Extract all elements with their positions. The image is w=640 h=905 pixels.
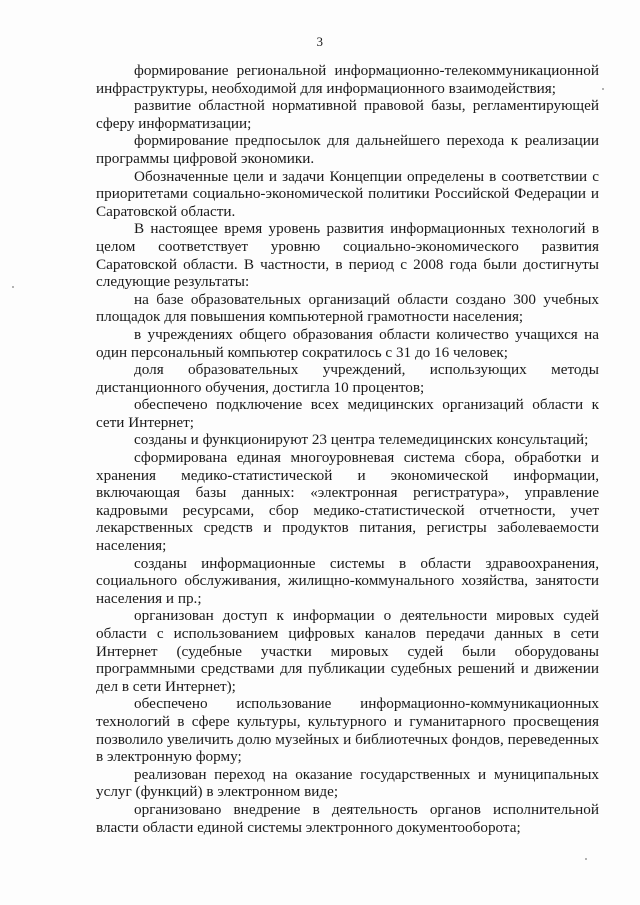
paragraph: на базе образовательных организаций области создано 300 учебных площадок для повышения компьютерной грамотности населения;: [96, 290, 599, 326]
page-number: 3: [316, 34, 324, 49]
paragraph: реализован переход на оказание государственных и муниципальных услуг (функций) в электронном виде;: [96, 765, 599, 801]
paragraph: сформирована единая многоуровневая система сбора, обработки и хранения медико-статистической и экономической информации, включающая базы данных: «электронная регистратура», управление кадровыми ресурсами, сбор медико-статистической отчетности, учет лекарственных средств и продуктов питания, регистры заболеваемости населения;: [96, 449, 599, 555]
paragraph: Обозначенные цели и задачи Концепции определены в соответствии с приоритетами социально-экономической политики Российской Федерации и Саратовской области.: [96, 167, 599, 220]
paragraph: формирование региональной информационно-телекоммуникационной инфраструктуры, необходимой для информационного взаимодействия;: [96, 62, 599, 97]
paragraph: созданы информационные системы в области здравоохранения, социального обслуживания, жилищно-коммунального хозяйства, занятости населения и пр.;: [96, 554, 599, 607]
paragraph: в учреждениях общего образования области количество учащихся на один персональный компьютер сократилось с 31 до 16 человек;: [96, 325, 599, 361]
paragraph: обеспечено подключение всех медицинских организаций области к сети Интернет;: [96, 396, 599, 431]
paragraph: обеспечено использование информационно-коммуникационных технологий в сфере культуры, культурного и гуманитарного просвещения позволило увеличить долю музейных и библиотечных фондов, переведенных в электронную форму;: [96, 695, 599, 766]
paragraph: организовано внедрение в деятельность органов исполнительной власти области единой системы электронного документооборота;: [96, 800, 599, 836]
scan-speck: [585, 858, 587, 860]
paragraph: В настоящее время уровень развития информационных технологий в целом соответствует уровню социально-экономического развития Саратовской области. В частности, в период с 2008 года были достигнуты следующие результаты:: [96, 220, 599, 291]
scan-speck: [602, 88, 604, 90]
paragraph: формирование предпосылок для дальнейшего перехода к реализации программы цифровой экономики.: [96, 132, 599, 167]
document-body: [96, 62, 599, 836]
paragraph: развитие областной нормативной правовой базы, регламентирующей сферу информатизации;: [96, 97, 599, 132]
paragraph: организован доступ к информации о деятельности мировых судей области с использованием цифровых каналов передачи данных в сети Интернет (судебные участки мировых судей были оборудованы программными средствами для публикации судебных решений и движении дел в сети Интернет);: [96, 607, 599, 695]
paragraph: созданы и функционируют 23 центра телемедицинских консультаций;: [134, 431, 589, 449]
scan-speck: [12, 286, 14, 288]
paragraph: доля образовательных учреждений, использующих методы дистанционного обучения, достигла 10 процентов;: [96, 361, 599, 396]
